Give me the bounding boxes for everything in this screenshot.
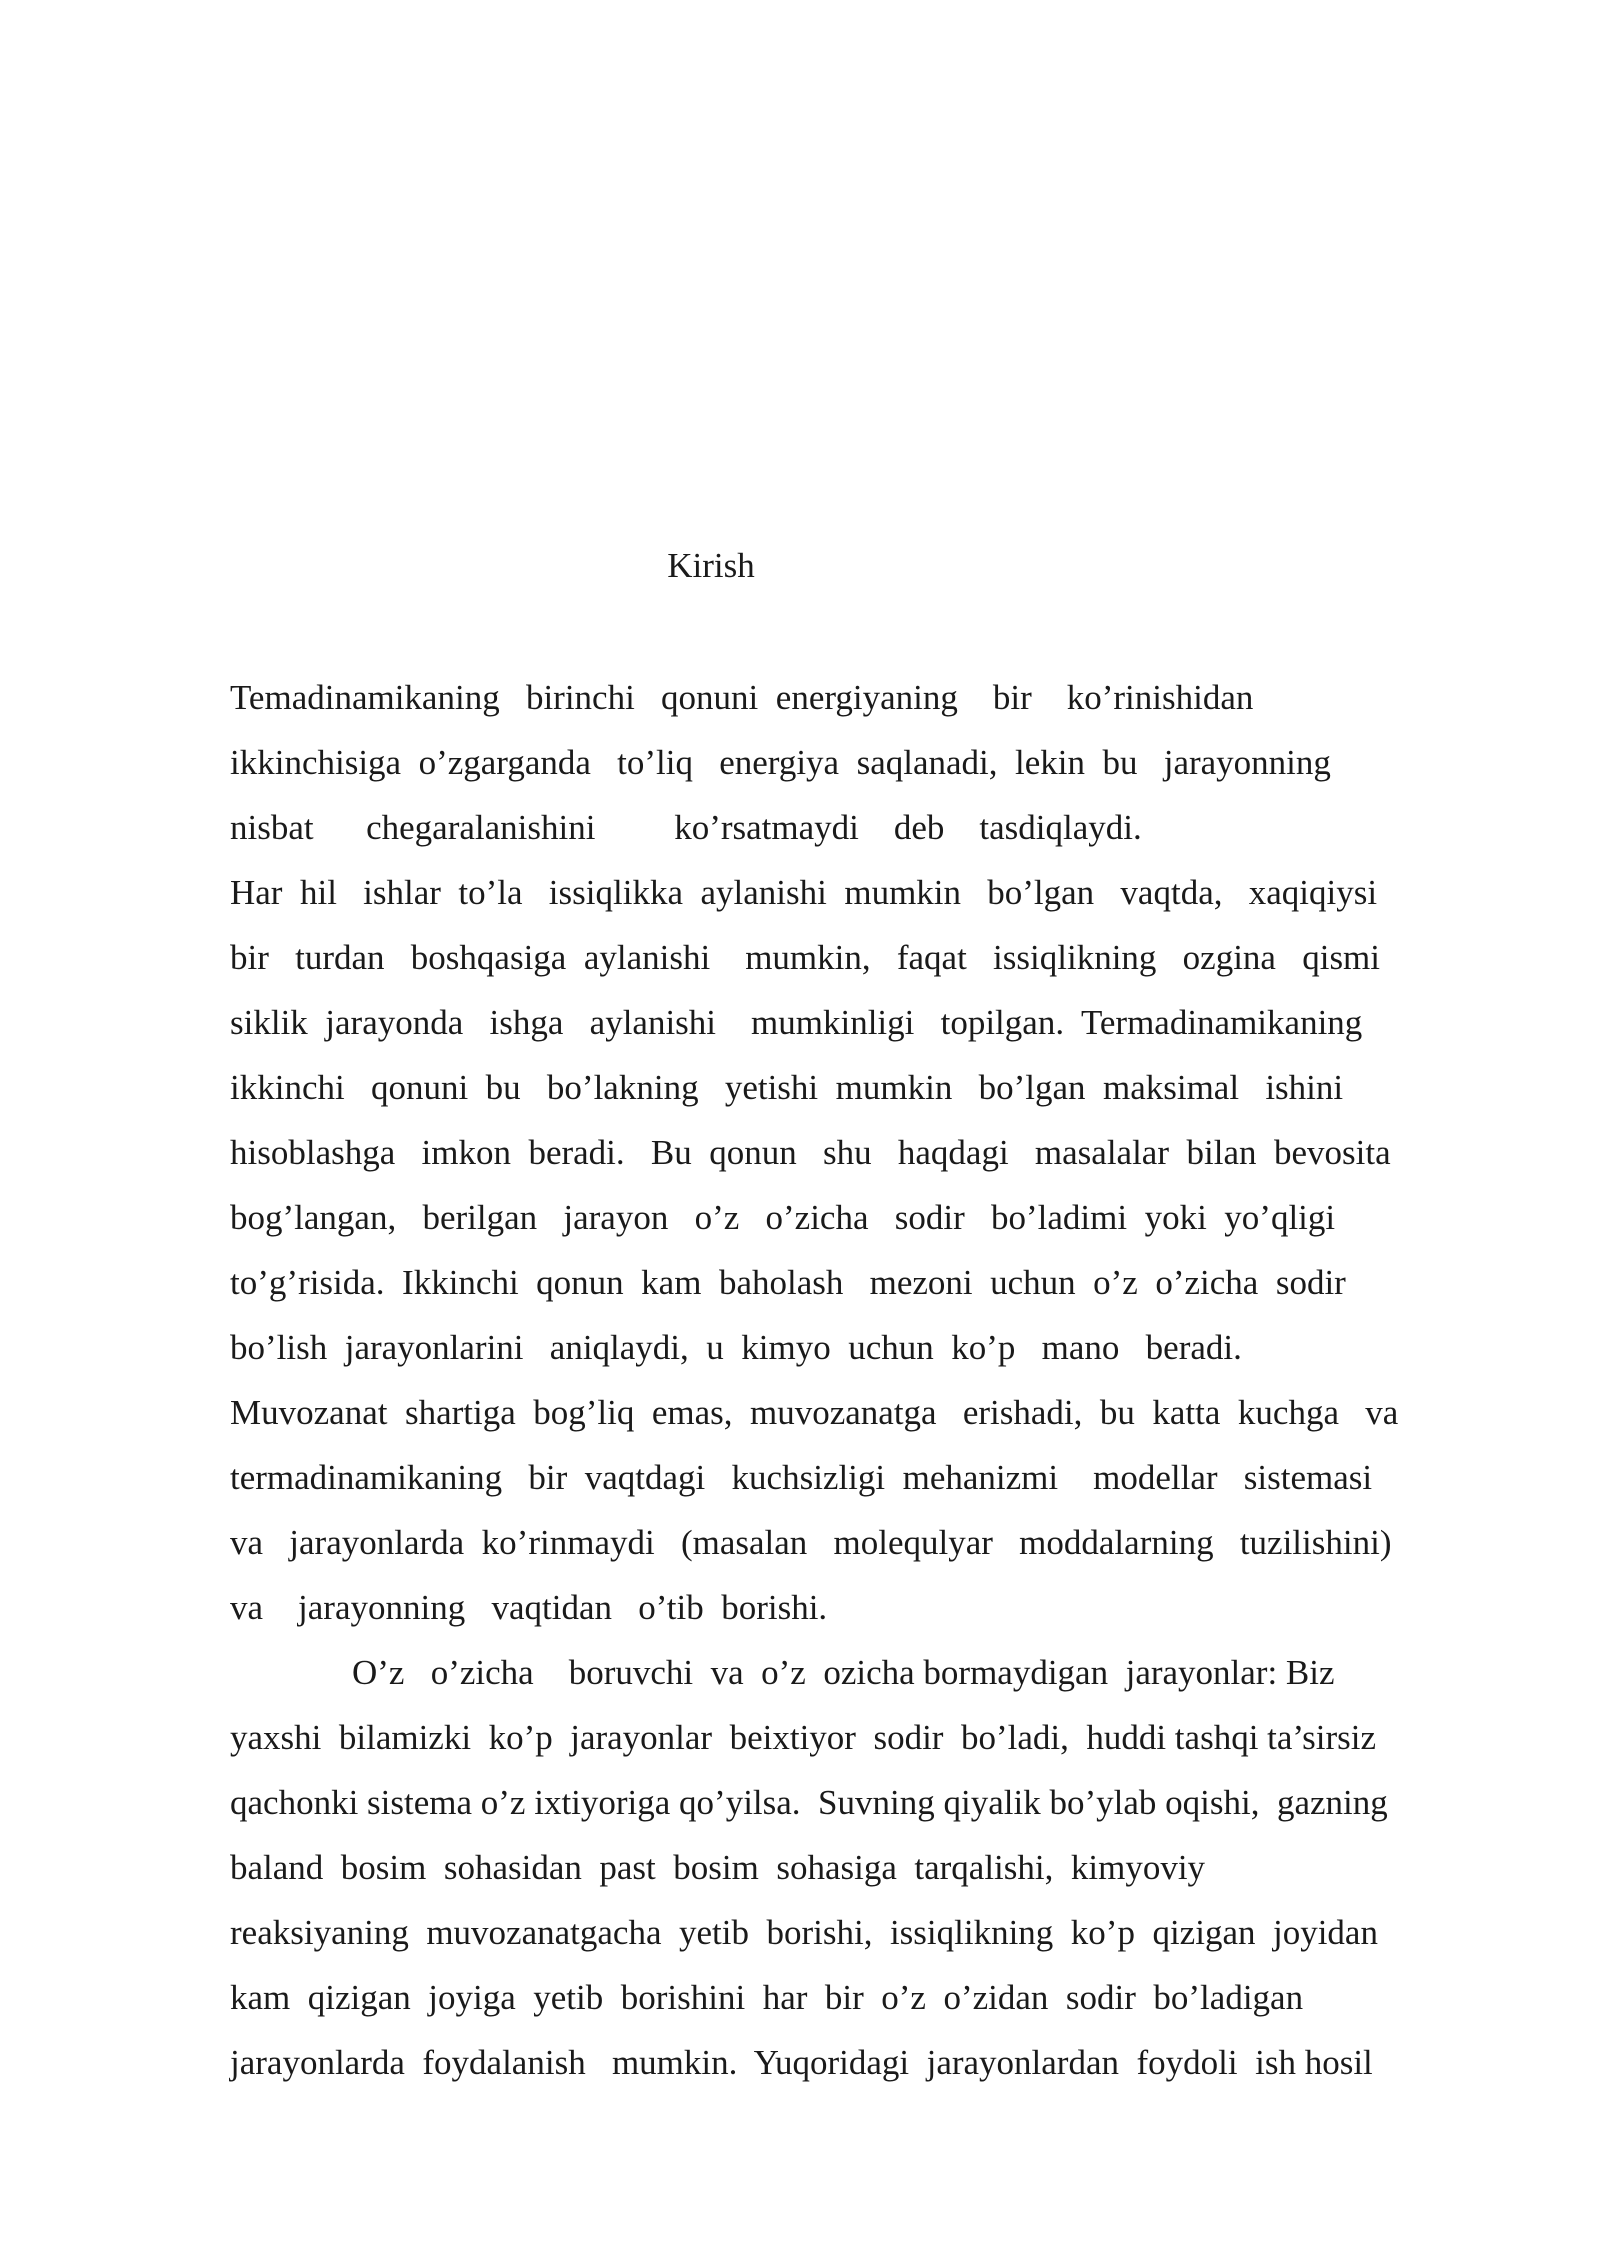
text-line: ikkinchi qonuni bu bo’lakning yetishi mumkin bo’lgan maksimal ishini xyxy=(230,1068,1344,1107)
text-line: hisoblashga imkon beradi. Bu qonun shu haqdagi masalalar bilan bevosita xyxy=(230,1133,1391,1172)
text-line: qachonki sistema o’z ixtiyoriga qo’yilsa. Suvning qiyalik bo’ylab oqishi, gazning xyxy=(230,1783,1388,1822)
text-line: Muvozanat shartiga bog’liq emas, muvozanatga erishadi, bu katta kuchga va xyxy=(230,1393,1399,1432)
text-line: nisbat chegaralanishini ko’rsatmaydi deb tasdiqlaydi. xyxy=(230,808,1142,847)
text-line: to’g’risida. Ikkinchi qonun kam baholash mezoni uchun o’z o’zicha sodir xyxy=(230,1263,1346,1302)
text-line: Har hil ishlar to’la issiqlikka aylanishi mumkin bo’lgan vaqtda, xaqiqiysi xyxy=(230,873,1378,912)
text-line: va jarayonlarda ko’rinmaydi (masalan molequlyar moddalarning tuzilishini) xyxy=(230,1523,1392,1562)
text-line: baland bosim sohasidan past bosim sohasiga tarqalishi, kimyoviy xyxy=(230,1848,1206,1887)
text-line: ikkinchisiga o’zgarganda to’liq energiya saqlanadi, lekin bu jarayonning xyxy=(230,743,1331,782)
text-line: Temadinamikaning birinchi qonuni energiyaning bir ko’rinishidan xyxy=(230,678,1254,717)
text-line: bir turdan boshqasiga aylanishi mumkin, faqat issiqlikning ozgina qismi xyxy=(230,938,1381,977)
text-line: termadinamikaning bir vaqtdagi kuchsizligi mehanizmi modellar sistemasi xyxy=(230,1458,1373,1497)
text-line: va jarayonning vaqtidan o’tib borishi. xyxy=(230,1588,828,1627)
text-line: O’z o’zicha boruvchi va o’z ozicha bormaydigan jarayonlar: Biz xyxy=(352,1653,1335,1692)
text-line: bog’langan, berilgan jarayon o’z o’zicha sodir bo’ladimi yoki yo’qligi xyxy=(230,1198,1336,1237)
page-title: Kirish xyxy=(667,546,755,585)
body-text xyxy=(230,670,1490,2100)
text-line: reaksiyaning muvozanatgacha yetib borishi, issiqlikning ko’p qizigan joyidan xyxy=(230,1913,1378,1952)
text-line: bo’lish jarayonlarini aniqlaydi, u kimyo uchun ko’p mano beradi. xyxy=(230,1328,1242,1367)
text-line: siklik jarayonda ishga aylanishi mumkinligi topilgan. Termadinamikaning xyxy=(230,1003,1363,1042)
text-line: kam qizigan joyiga yetib borishini har bir o’z o’zidan sodir bo’ladigan xyxy=(230,1978,1304,2017)
text-line: yaxshi bilamizki ko’p jarayonlar beixtiyor sodir bo’ladi, huddi tashqi ta’sirsiz xyxy=(230,1718,1377,1757)
text-line: jarayonlarda foydalanish mumkin. Yuqoridagi jarayonlardan foydoli ish hosil xyxy=(230,2043,1373,2082)
